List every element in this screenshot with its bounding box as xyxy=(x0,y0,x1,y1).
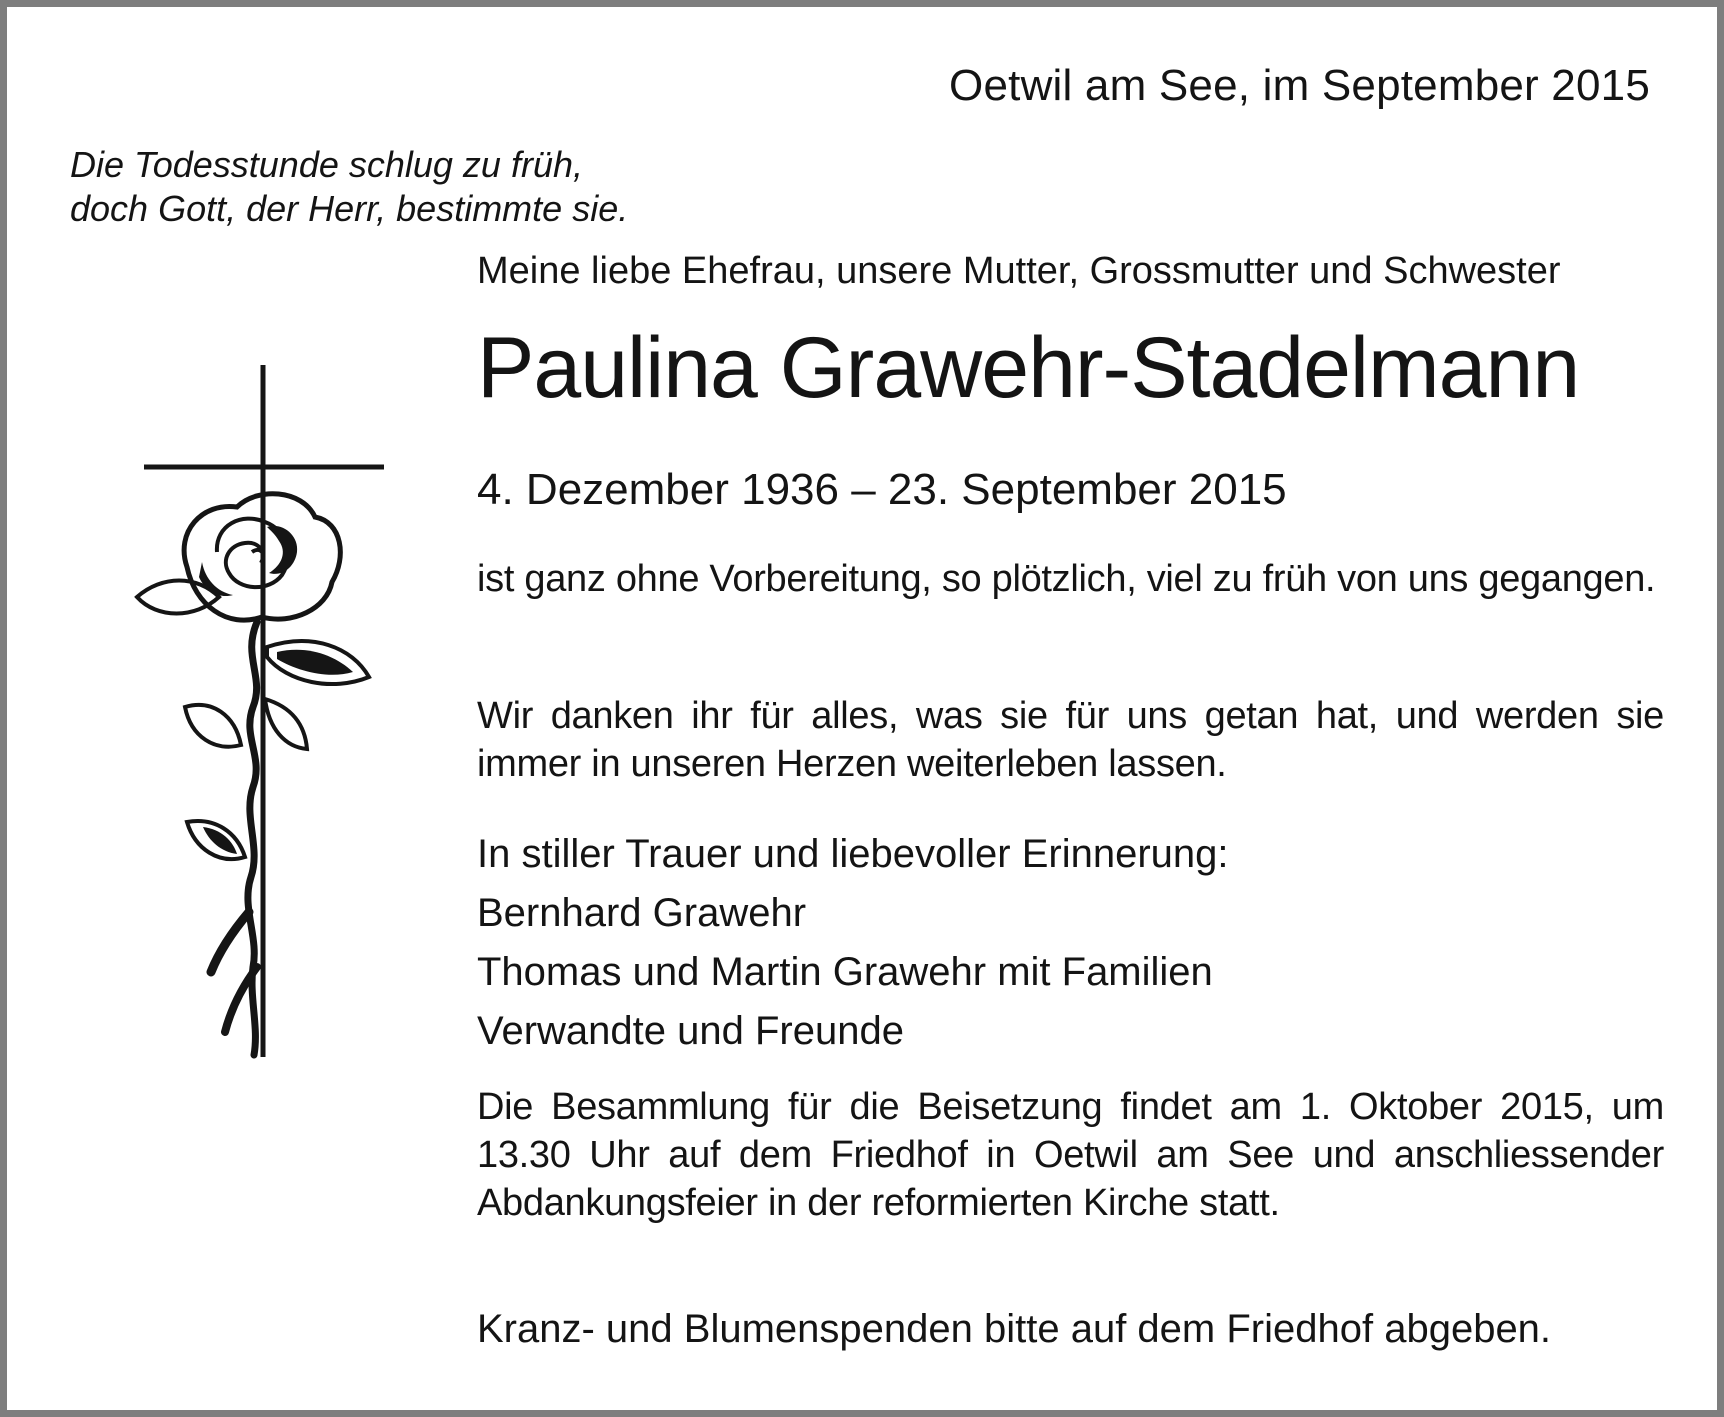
stem-offshoot xyxy=(211,912,249,972)
life-dates: 4. Dezember 1936 – 23. September 2015 xyxy=(477,465,1287,514)
rose-inner-spiral-2 xyxy=(252,550,263,559)
mourner-line: Bernhard Grawehr xyxy=(477,891,807,935)
intro-line: Meine liebe Ehefrau, unsere Mutter, Grossmutter und Schwester xyxy=(477,250,1561,292)
paragraph-passing: ist ganz ohne Vorbereitung, so plötzlich, viel zu früh von uns gegangen. xyxy=(477,558,1656,600)
leaf-lower-left xyxy=(185,705,241,747)
epigraph-verse xyxy=(70,143,628,231)
flowers-note: Kranz- und Blumenspenden bitte auf dem Friedhof abgeben. xyxy=(477,1307,1552,1351)
paragraph-thanks: Wir danken ihr für alles, was sie für uns getan hat, und werden sie immer in unseren Herzen weiterleben lassen. xyxy=(477,695,1664,785)
place-dateline: Oetwil am See, im September 2015 xyxy=(949,61,1650,110)
epigraph-line-1: Die Todesstunde schlug zu früh, xyxy=(70,144,583,185)
rose-ink-accent-1 xyxy=(267,526,297,574)
mourners-heading: In stiller Trauer und liebevoller Erinnerung: xyxy=(477,832,1229,876)
mourner-line: Thomas und Martin Grawehr mit Familien xyxy=(477,950,1213,994)
leaf-left xyxy=(137,581,219,614)
epigraph-line-2: doch Gott, der Herr, bestimmte sie. xyxy=(70,188,629,229)
deceased-name: Paulina Grawehr-Stadelmann xyxy=(477,320,1580,416)
leaf-vein-accent xyxy=(277,650,353,675)
cross-and-rose-illustration xyxy=(107,347,407,1077)
mourner-line: Verwandte und Freunde xyxy=(477,1009,904,1053)
leaf-lower-right xyxy=(265,699,307,749)
funeral-details: Die Besammlung für die Beisetzung findet am 1. Oktober 2015, um 13.30 Uhr auf dem Friedhof in Oetwil am See und anschliessender Abdankungsfeier in der reformierten Kirche statt. xyxy=(477,1086,1664,1224)
mourners-block xyxy=(477,825,1664,1061)
rose-stem xyxy=(248,622,257,1055)
